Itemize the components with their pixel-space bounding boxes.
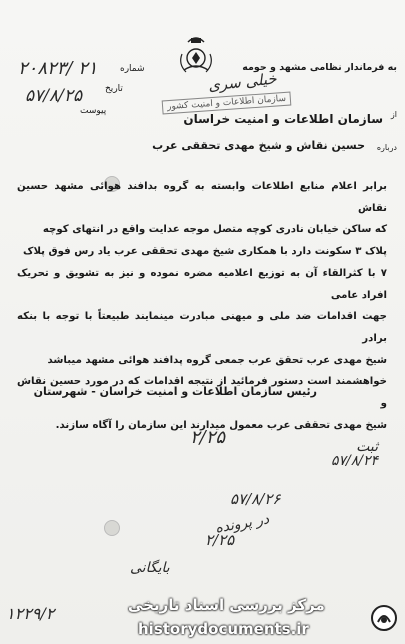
lower-signature: ۲/۲۵ <box>205 531 235 549</box>
document-date: ۵۷/۸/۲۵ <box>25 86 83 106</box>
lion-and-sun-emblem-icon <box>176 34 216 78</box>
body-line: که ساکن خیابان نادری کوچه متصل موجه عدایت واقع در انتهای کوچه <box>42 224 387 236</box>
recipient-line: به فرماندار نظامی مشهد و حومه <box>242 62 397 73</box>
body-line: برابر اعلام منابع اطلاعات وابسته به گروه بدافند هوائی مشهد حسین نقاش <box>17 181 387 214</box>
body-line: پلاک ۳ سکونت دارد با همکاری شیخ مهدی تحققی عرب یاد رس فوق پلاک <box>23 246 387 258</box>
subject-label: درباره <box>376 143 397 152</box>
archive-watermark-name: مرکز بررسی اسناد تاریخی <box>128 596 325 614</box>
body-line: ۷ با کثرالقاء آن به توزیع اعلامیه مضره نموده و نیز به تشویق و تحریک افراد عامی <box>17 267 387 301</box>
attachment-label: پیوست <box>80 106 107 116</box>
document-number: ۲۰۸۲۳/ ۲۱ <box>18 58 98 79</box>
handwritten-signature: ۲/۲۵ <box>190 427 226 448</box>
margin-note: ثبت ۵۷/۸/۲۴ <box>330 439 378 469</box>
classification-mark: خیلی سری <box>207 69 278 95</box>
archive-watermark-url: historydocuments.ir <box>138 620 309 638</box>
signatory-title: رئیس سازمان اطلاعات و امنیت خراسان - شهرستان <box>33 385 317 398</box>
body-line: جهت اقدامات ضد ملی و میهنی مبادرت مینمایند طبیعتاً با توجه با بنکه برادر <box>17 311 387 344</box>
body-line: شیخ مهدی تحققی عرب معمول میدارند این سازمان را آگاه سازند. <box>55 419 387 431</box>
sender-organization: سازمان اطلاعات و امنیت خراسان <box>183 112 383 126</box>
archive-logo-icon <box>370 604 398 632</box>
handwritten-note: در پرونده <box>214 511 271 537</box>
lower-handwritten-note: بایگانی <box>130 560 170 576</box>
archive-document-number: ۱۲۲۹/۲ <box>6 604 55 623</box>
margin-date: ۵۷/۸/۲۶ <box>230 490 281 508</box>
organization-stamp: سازمان اطلاعات و امنیت کشور <box>162 92 292 115</box>
body-line: خواهشمند است دستور فرمائید از نتیجه اقدامات که در مورد حسین نقاش و <box>17 376 387 410</box>
from-label: از <box>390 110 397 119</box>
body-line: شیخ مهدی عرب تحقق عرب جمعی گروه پدافند هوائی مشهد میباشد <box>47 354 387 366</box>
punch-hole <box>104 520 120 536</box>
subject-line: حسین نقاش و شیخ مهدی تحققی عرب <box>152 139 365 152</box>
number-label: شماره <box>120 64 145 74</box>
date-label: تاریخ <box>105 84 123 94</box>
